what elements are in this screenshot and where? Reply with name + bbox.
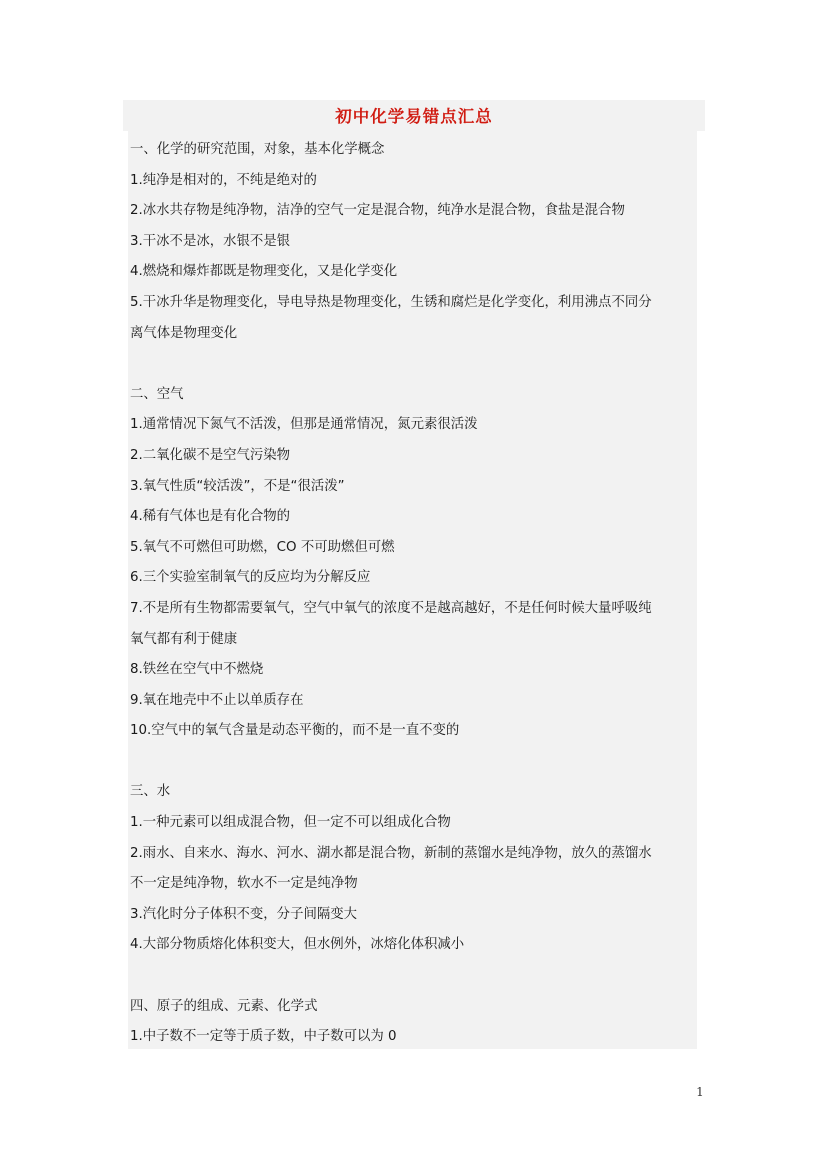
list-item-continuation: 不一定是纯净物，软水不一定是纯净物 [130, 876, 358, 892]
list-item: 1.一种元素可以组成混合物，但一定不可以组成化合物 [130, 815, 451, 831]
list-item: 3.汽化时分子体积不变，分子间隔变大 [130, 906, 358, 922]
section-spacer [130, 961, 696, 992]
section-heading: 一、化学的研究范围，对象，基本化学概念 [130, 142, 385, 157]
list-item: 5.氧气不可燃但可助燃，CO 不可助燃但可燃 [130, 539, 395, 555]
list-item: 10.空气中的氧气含量是动态平衡的，而不是一直不变的 [130, 723, 460, 739]
document-body [130, 135, 696, 1053]
list-item: 1.通常情况下氮气不活泼，但那是通常情况，氮元素很活泼 [130, 417, 478, 433]
section-heading: 四、原子的组成、元素、化学式 [130, 998, 318, 1014]
list-item: 2.冰水共存物是纯净物，洁净的空气一定是混合物，纯净水是混合物，食盐是混合物 [130, 203, 625, 219]
list-item: 4.燃烧和爆炸都既是物理变化，又是化学变化 [130, 264, 398, 280]
section-spacer [130, 349, 696, 380]
page-title: 初中化学易错点汇总 [335, 107, 493, 126]
list-item: 4.大部分物质熔化体积变大，但水例外，冰熔化体积减小 [130, 937, 465, 953]
list-item: 5.干冰升华是物理变化，导电导热是物理变化，生锈和腐烂是化学变化，利用沸点不同分 [130, 294, 652, 310]
section-air [130, 380, 696, 747]
section-concepts [130, 135, 696, 349]
list-item: 1.中子数不一定等于质子数，中子数可以为 0 [130, 1029, 397, 1045]
list-item: 9.氧在地壳中不止以单质存在 [130, 692, 304, 708]
list-item-continuation: 离气体是物理变化 [130, 325, 238, 341]
list-item: 3.干冰不是冰，水银不是银 [130, 233, 291, 249]
section-heading: 三、水 [130, 784, 171, 800]
section-water [130, 777, 696, 961]
section-atoms [130, 992, 696, 1053]
list-item: 1.纯净是相对的，不纯是绝对的 [130, 172, 317, 188]
list-item: 7.不是所有生物都需要氧气，空气中氧气的浓度不是越高越好，不是任何时候大量呼吸纯 [130, 600, 652, 616]
list-item-continuation: 氧气都有利于健康 [130, 631, 238, 647]
list-item: 8.铁丝在空气中不燃烧 [130, 662, 264, 678]
list-item: 2.二氧化碳不是空气污染物 [130, 447, 291, 463]
section-spacer [130, 747, 696, 778]
section-heading: 二、空气 [130, 386, 184, 402]
page-number: 1 [696, 1085, 704, 1099]
list-item: 6.三个实验室制氧气的反应均为分解反应 [130, 570, 371, 586]
list-item: 3.氧气性质“较活泼”，不是“很活泼” [130, 478, 345, 494]
list-item: 2.雨水、自来水、海水、河水、湖水都是混合物，新制的蒸馏水是纯净物，放久的蒸馏水 [130, 845, 652, 861]
list-item: 4.稀有气体也是有化合物的 [130, 509, 291, 525]
